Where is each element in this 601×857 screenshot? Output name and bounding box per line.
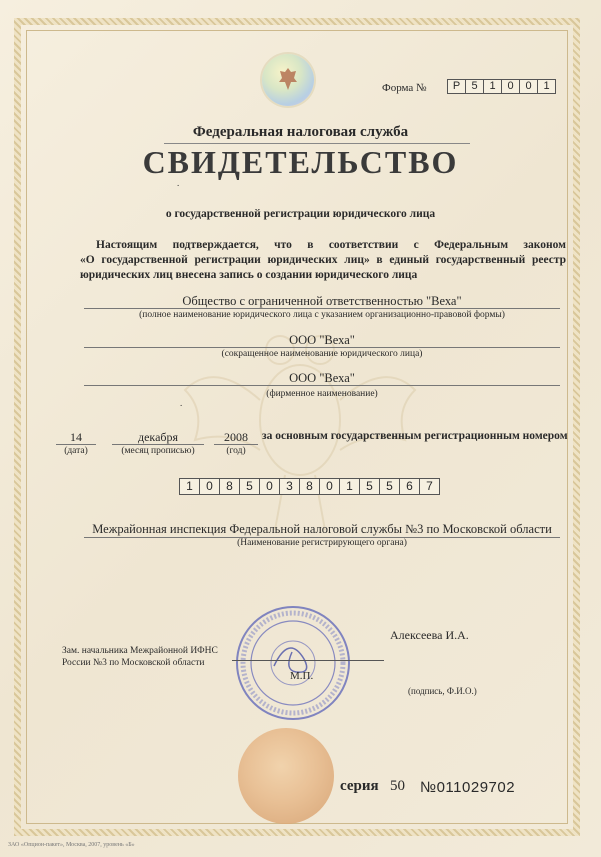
- ogrn-digit: 7: [419, 478, 440, 495]
- ogrn-digit: 8: [219, 478, 240, 495]
- date-month-line: [112, 444, 204, 445]
- short-name-value: ООО "Веха": [289, 333, 355, 347]
- firm-name-line: [84, 385, 560, 386]
- document-title: СВИДЕТЕЛЬСТВО: [142, 144, 459, 180]
- confirmation-paragraph: [80, 238, 566, 283]
- ogrn-digit: 5: [359, 478, 380, 495]
- short-name-line: [84, 347, 560, 348]
- stamp-place-mark: М.П.: [290, 670, 314, 682]
- form-number-boxes: [448, 79, 556, 94]
- ogrn-digit: 0: [199, 478, 220, 495]
- ogrn-digit: 8: [299, 478, 320, 495]
- ogrn-digit: 5: [239, 478, 260, 495]
- ogrn-digit: 0: [259, 478, 280, 495]
- series-label: серия: [340, 778, 379, 794]
- full-name-line: [84, 308, 560, 309]
- paragraph-line: юридических лиц внесена запись о создании юридического лица: [80, 269, 418, 281]
- form-code-char: 1: [483, 79, 502, 94]
- ogrn-digit: 5: [379, 478, 400, 495]
- firm-name-value: ООО "Веха": [289, 371, 355, 385]
- form-code-char: Р: [447, 79, 466, 94]
- date-year-line: [214, 444, 258, 445]
- date-day: 14: [70, 430, 82, 444]
- registration-number-text: за основным государственным регистрационным номером: [262, 430, 568, 442]
- signer-position: [62, 645, 218, 669]
- paragraph-line: Настоящим подтверждается, что в соответствии с Федеральным законом: [96, 239, 566, 251]
- serial-number: №011029702: [420, 779, 516, 796]
- signer-name: Алексеева И.А.: [390, 628, 469, 642]
- ogrn-digit: 6: [399, 478, 420, 495]
- ogrn-digit: 1: [339, 478, 360, 495]
- signature-line: [232, 660, 384, 661]
- date-year: 2008: [224, 430, 248, 444]
- date-month-caption: (месяц прописью): [121, 446, 195, 456]
- ogrn-digit: 3: [279, 478, 300, 495]
- short-name-caption: (сокращенное наименование юридического лица): [221, 349, 423, 359]
- ogrn-digit: 0: [319, 478, 340, 495]
- date-month: декабря: [137, 430, 179, 444]
- speck: .: [180, 398, 183, 408]
- ogrn-digit: 1: [179, 478, 200, 495]
- full-name-caption: (полное наименование юридического лица с указанием организационно-правовой формы): [139, 310, 505, 320]
- issuer-title: Федеральная налоговая служба: [192, 124, 409, 140]
- firm-name-caption: (фирменное наименование): [266, 389, 378, 399]
- ogrn-boxes: [180, 478, 440, 495]
- form-number-label: Форма №: [382, 82, 427, 94]
- form-code-char: 0: [519, 79, 538, 94]
- date-day-caption: (дата): [64, 446, 88, 456]
- full-name-value: Общество с ограниченной ответственностью "Веха": [182, 294, 462, 308]
- form-code-char: 0: [501, 79, 520, 94]
- series-number: 50: [390, 778, 405, 794]
- date-day-line: [56, 444, 96, 445]
- paragraph-line: «О государственной регистрации юридических лиц» в единый государственный реестр: [80, 254, 566, 266]
- date-year-caption: (год): [226, 446, 246, 456]
- hologram-emblem-icon: [262, 54, 314, 106]
- form-code-char: 1: [537, 79, 556, 94]
- printer-note: ЗАО «Опцион-пакет», Москва, 2007, уровень «Б»: [8, 842, 135, 848]
- gold-seal-icon: [238, 728, 334, 824]
- signer-position-line: России №3 по Московской области: [62, 658, 205, 668]
- speck: .: [177, 178, 180, 188]
- authority-caption: (Наименование регистрирующего органа): [237, 538, 407, 548]
- authority-value: Межрайонная инспекция Федеральной налоговой службы №3 по Московской области: [92, 522, 552, 536]
- signer-position-line: Зам. начальника Межрайонной ИФНС: [62, 646, 218, 656]
- form-code-char: 5: [465, 79, 484, 94]
- signature-caption: (подпись, Ф.И.О.): [408, 686, 477, 696]
- document-subtitle: о государственной регистрации юридического лица: [165, 208, 436, 220]
- tax-office-stamp-icon: [234, 604, 352, 722]
